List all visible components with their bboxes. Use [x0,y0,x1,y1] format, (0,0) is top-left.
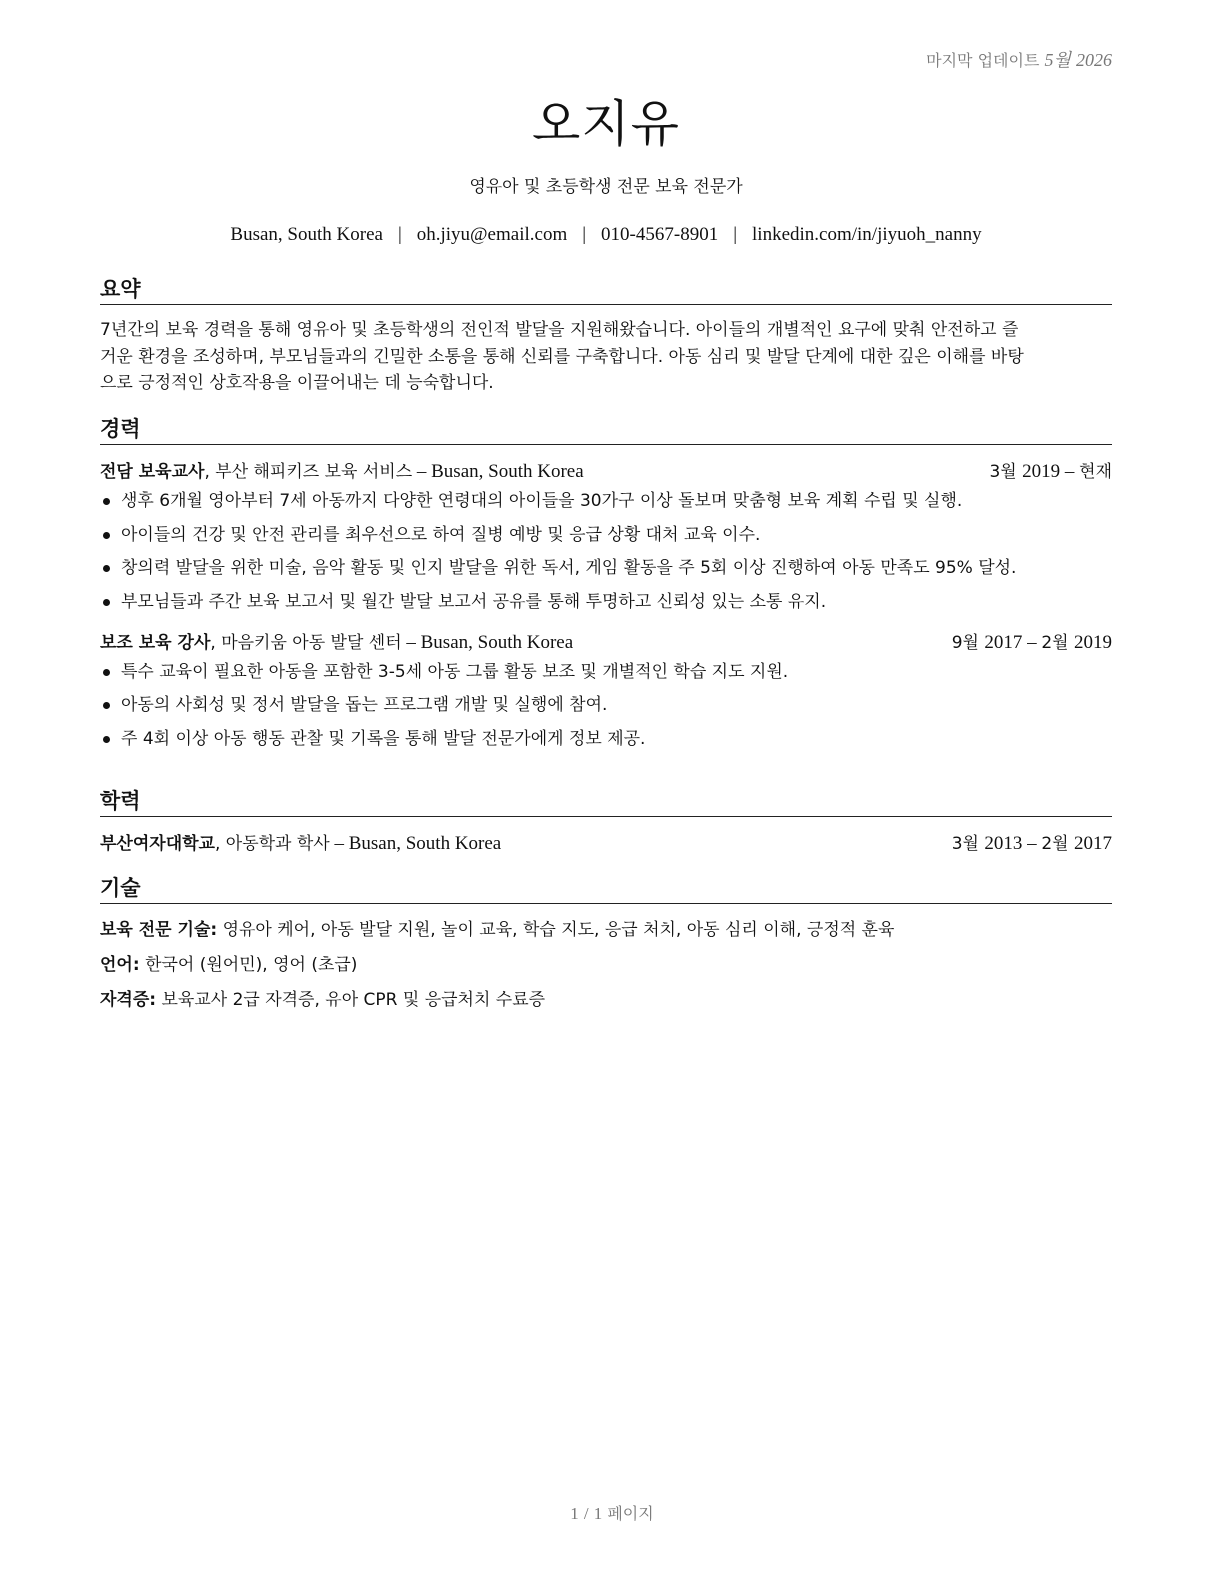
job-location: Busan, South Korea [420,631,574,653]
list-item: 아동의 사회성 및 정서 발달을 돕는 프로그램 개발 및 실행에 참여. [100,693,1112,717]
page-footer [0,1501,1224,1524]
experience-section [100,416,1112,760]
job-header: 보조 보육 강사, 마음키움 아동 발달 센터 – Busan, South Korea 9월 2017 – 2월 2019 [100,630,1112,656]
summary-section [100,276,1112,397]
summary-line: 7년간의 보육 경력을 통해 영유아 및 초등학생의 전인적 발달을 지원해왔습니다. 아이들의 개별적인 요구에 맞춰 안전하고 즐 [100,320,1019,340]
section-title-summary: 요약 [100,276,1112,305]
date-year: 2019 [1022,461,1061,482]
skill-label: 자격증: [100,990,157,1010]
resume-page [100,0,1112,1584]
degree: 아동학과 학사 [225,834,330,854]
section-title-skills: 기술 [100,875,1112,904]
list-item: 특수 교육이 필요한 아동을 포함한 3-5세 아동 그룹 활동 보조 및 개별적인 학습 지도 지원. [100,660,1112,684]
last-updated [926,46,1112,72]
contact-email[interactable]: oh.jiyu@email.com [416,224,568,245]
job-header: 전담 보육교사, 부산 해피키즈 보육 서비스 – Busan, South Korea 3월 2019 – 현재 [100,459,1112,485]
contact-line [100,224,1112,246]
date-month: 2월 [1041,834,1069,854]
date-end: 현재 [1079,462,1112,482]
skill-row [100,917,1112,943]
skill-value: 보육교사 2급 자격증, 유아 CPR 및 응급처치 수료증 [161,990,546,1010]
last-updated-year: 2026 [1076,50,1112,70]
job-org: 부산 해피키즈 보육 서비스 [215,462,413,482]
list-item: 주 4회 이상 아동 행동 관찰 및 기록을 통해 발달 전문가에게 정보 제공. [100,727,1112,751]
date-year: 2017 [1074,833,1112,854]
list-item: 부모님들과 주간 보육 보고서 및 월간 발달 보고서 공유를 통해 투명하고 신뢰성 있는 소통 유지. [100,590,1112,614]
school-name: 부산여자대학교 [100,834,215,854]
job-dates: 3월 2019 – 현재 [989,461,1112,482]
person-name: 오지유 [532,95,680,153]
last-updated-label: 마지막 업데이트 [926,51,1040,70]
education-dates: 3월 2013 – 2월 2017 [951,833,1112,854]
job-role: 전담 보육교사 [100,462,205,482]
date-month: 2월 [1041,632,1069,653]
job-role: 보조 보육 강사 [100,632,211,653]
headline: 영유아 및 초등학생 전문 보육 전문가 [469,177,743,197]
summary-text [100,317,1112,397]
list-item: 아이들의 건강 및 안전 관리를 최우선으로 하여 질병 예방 및 응급 상황 대처 교육 이수. [100,523,1112,547]
page-current: 1 [570,1504,579,1523]
date-year: 2019 [1074,631,1112,653]
last-updated-month: 5월 [1044,50,1071,70]
job-dates: 9월 2017 – 2월 2019 [951,631,1112,653]
skill-label: 보육 전문 기술: [100,920,218,940]
section-title-education: 학력 [100,788,1112,817]
skill-value: 영유아 케어, 아동 발달 지원, 놀이 교육, 학습 지도, 응급 처치, 아동 심리 이해, 긍정적 훈육 [222,920,895,940]
date-month: 3월 [951,834,979,854]
job-bullets [100,660,1112,751]
contact-separator: | [397,224,402,245]
education-entry: 부산여자대학교, 아동학과 학사 – Busan, South Korea 3월 2013 – 2월 2017 [100,831,1112,857]
date-year: 2017 [984,631,1023,653]
job-org: 마음키움 아동 발달 센터 [221,632,402,653]
contact-linkedin[interactable]: linkedin.com/in/jiyuoh_nanny [752,224,982,245]
summary-line: 거운 환경을 조성하며, 부모님들과의 긴밀한 소통을 통해 신뢰를 구축합니다. 아동 심리 및 발달 단계에 대한 깊은 이해를 바탕 [100,346,1024,367]
page-total: 1 [593,1504,603,1523]
skill-value: 한국어 (원어민), 영어 (초급) [145,955,358,975]
list-item: 생후 6개월 영아부터 7세 아동까지 다양한 연령대의 아이들을 30가구 이상 돌보며 맞춤형 보육 계획 수립 및 실행. [100,489,1112,513]
skill-row [100,952,1112,978]
summary-line: 으로 긍정적인 상호작용을 이끌어내는 데 능숙합니다. [100,373,494,393]
list-item: 창의력 발달을 위한 미술, 음악 활동 및 인지 발달을 위한 독서, 게임 활동을 주 5회 이상 진행하여 아동 만족도 95% 달성. [100,556,1112,580]
page-suffix: 페이지 [607,1504,654,1523]
date-month: 3월 [989,462,1017,482]
education-section [100,788,1112,857]
contact-separator: | [733,224,738,245]
date-year: 2013 [984,833,1023,854]
contact-separator: | [582,224,587,245]
contact-phone: 010-4567-8901 [601,224,719,245]
job-location: Busan, South Korea [431,461,584,482]
page-slash: / [583,1504,589,1523]
job-bullets [100,489,1112,614]
skill-label: 언어: [100,955,140,975]
skills-section [100,875,1112,1022]
date-month: 9월 [951,632,979,653]
job-entry [100,630,1112,751]
education-location: Busan, South Korea [348,833,502,854]
contact-location: Busan, South Korea [230,224,383,245]
job-entry [100,459,1112,614]
skill-row [100,987,1112,1013]
section-title-experience: 경력 [100,416,1112,445]
